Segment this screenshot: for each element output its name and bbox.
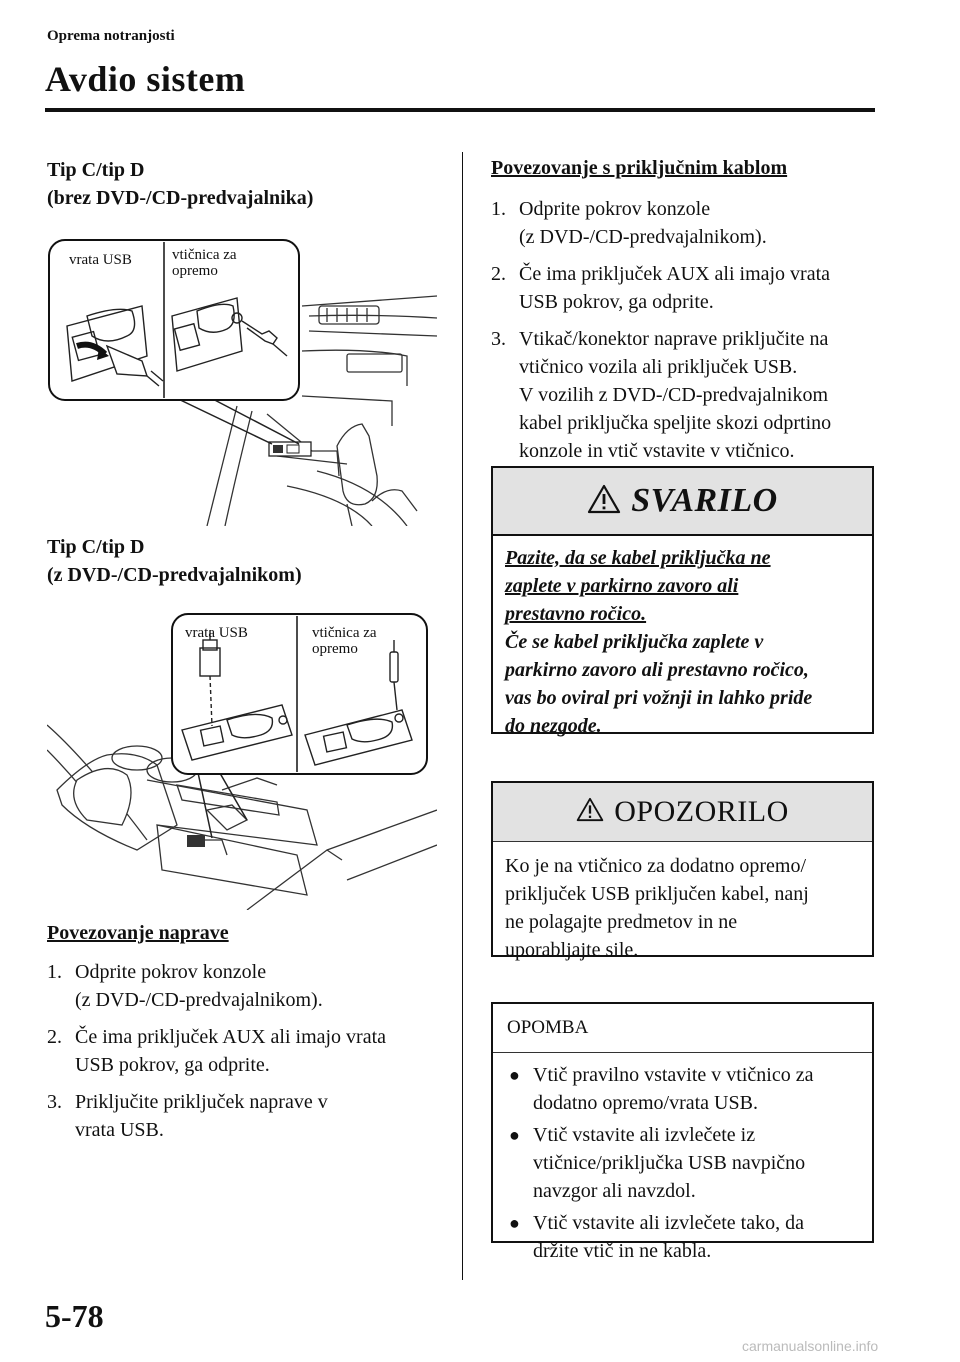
caution-header [493, 783, 872, 842]
warning-triangle-icon [587, 484, 621, 519]
figure-console-dvd [47, 610, 437, 910]
caution-title: OPOZORILO [614, 795, 789, 828]
heading-connect-device: Povezovanje naprave [47, 922, 229, 944]
figure1-label-aux: vtičnica za opremo [172, 247, 237, 279]
cable-steps-list [491, 195, 876, 474]
heading-type-c-d-dvd: Tip C/tip D (z DVD-/CD-predvajalnikom) [47, 536, 302, 586]
note-box [491, 1002, 874, 1262]
title-rule [45, 108, 875, 112]
bullet-icon: ● [509, 1065, 520, 1085]
page-title: Avdio sistem [45, 59, 246, 99]
warning-text: Pazite, da se kabel priključka ne zaplete v parkirno zavoro ali prestavno ročico. Če se kabel priključka zaplete v parkirno zavoro ali prestavno ročico, vas bo oviral pri vožnji in lahko pride do nezgode. [505, 547, 813, 737]
heading-type-c-d-no-dvd: Tip C/tip D (brez DVD-/CD-predvajalnika) [47, 159, 314, 209]
list-item: 3. Priključite priključek naprave v vrata USB. [47, 1091, 328, 1141]
figure2-label-usb: vrata USB [185, 625, 248, 641]
watermark: carmanualsonline.info [742, 1338, 879, 1354]
section-label: Oprema notranjosti [47, 28, 175, 44]
list-item: 2. Če ima priključek AUX ali imajo vrata USB pokrov, ga odprite. [47, 1026, 387, 1076]
figure-console-no-dvd [47, 236, 437, 526]
caution-text: Ko je na vtičnico za dodatno opremo/ priključek USB priključen kabel, nanj ne polagajte predmetov in ne uporabljajte sile. [505, 855, 809, 961]
list-item: 2. Če ima priključek AUX ali imajo vrata USB pokrov, ga odprite. [491, 263, 831, 313]
warning-triangle-icon [576, 797, 604, 827]
connect-steps-list [47, 958, 447, 1153]
list-item: ● Vtič pravilno vstavite v vtičnico za dodatno opremo/vrata USB. [505, 1061, 860, 1117]
note-list [493, 1053, 872, 1265]
figure2-label-aux: vtičnica za opremo [312, 625, 377, 657]
bullet-icon: ● [509, 1125, 520, 1145]
warning-title: SVARILO [631, 482, 778, 519]
note-title: OPOMBA [493, 1004, 872, 1053]
figure1-label-usb: vrata USB [69, 252, 132, 268]
column-divider [462, 152, 463, 1280]
page-number: 5-78 [45, 1298, 104, 1334]
list-item: 3. Vtikač/konektor naprave priključite na vtičnico vozila ali priključek USB. V vozilih z DVD-/CD-predvajalnikom kabel priključka speljite skozi odprtino konzole in vtič vstavite v vtičnico. [491, 328, 832, 462]
heading-cable-connection: Povezovanje s priključnim kablom [491, 157, 788, 179]
list-item: ● Vtič vstavite ali izvlečete tako, da držite vtič in ne kabla. [505, 1209, 860, 1265]
list-item: 1. Odprite pokrov konzole (z DVD-/CD-predvajalnikom). [491, 198, 767, 248]
caution-box [491, 781, 874, 961]
warning-header [493, 468, 872, 536]
bullet-icon: ● [509, 1213, 520, 1233]
warning-box [491, 466, 874, 737]
list-item: 1. Odprite pokrov konzole (z DVD-/CD-predvajalnikom). [47, 961, 323, 1011]
list-item: ● Vtič vstavite ali izvlečete iz vtičnice/priključka USB navpično navzgor ali navzdol. [505, 1121, 860, 1205]
